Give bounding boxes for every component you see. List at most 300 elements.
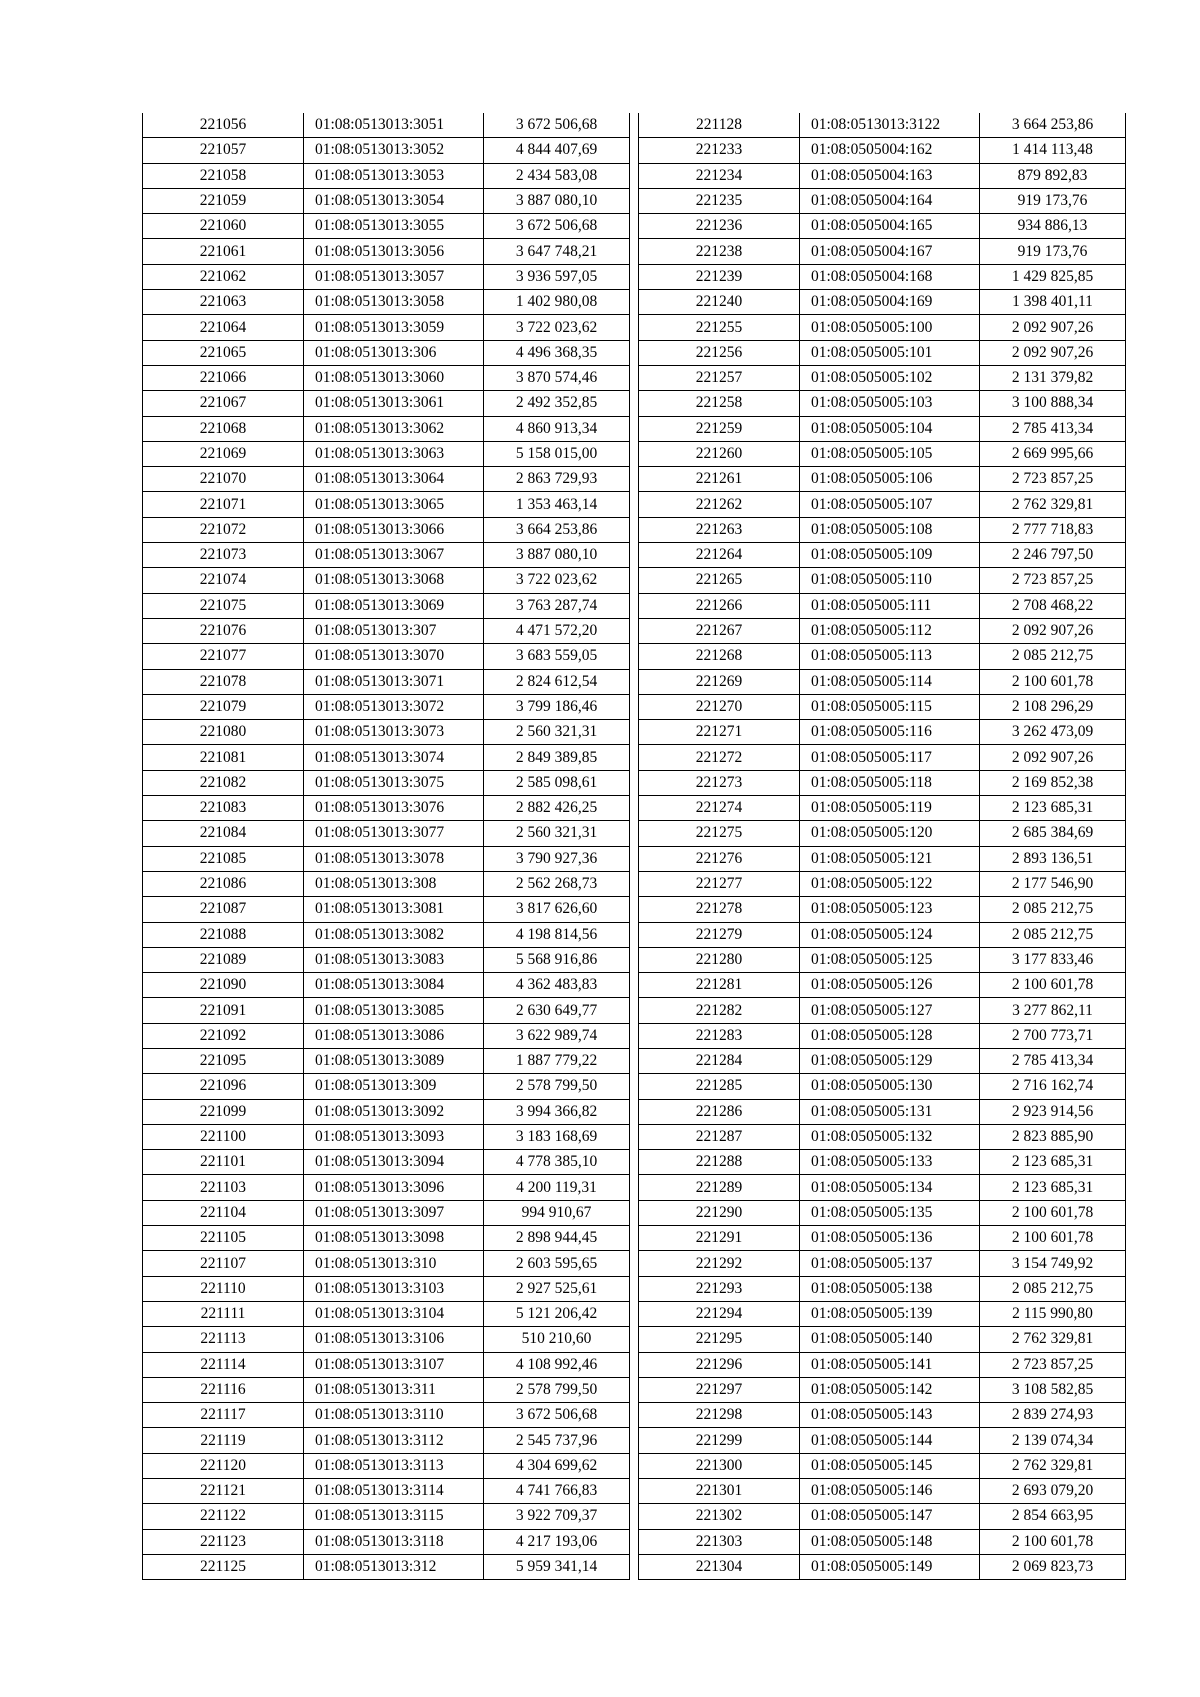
row-number-cell: 221298 [639,1403,800,1428]
cadastral-number-cell: 01:08:0505004:163 [800,163,980,188]
row-number-cell: 221295 [639,1327,800,1352]
cadastral-value-cell: 3 100 888,34 [980,391,1126,416]
cadastral-number-cell: 01:08:0513013:3089 [304,1048,484,1073]
cadastral-value-cell: 2 685 384,69 [980,821,1126,846]
cadastral-value-cell: 2 785 413,34 [980,1048,1126,1073]
row-number-cell: 221081 [143,745,304,770]
cadastral-number-cell: 01:08:0513013:3096 [304,1175,484,1200]
cadastral-value-cell: 3 672 506,68 [484,113,630,138]
row-number-cell: 221300 [639,1453,800,1478]
row-number-cell: 221262 [639,492,800,517]
row-number-cell: 221064 [143,315,304,340]
cadastral-number-cell: 01:08:0505005:139 [800,1301,980,1326]
cadastral-number-cell: 01:08:0505005:146 [800,1479,980,1504]
table-row [143,568,630,593]
cadastral-number-cell: 01:08:0513013:3092 [304,1099,484,1124]
table-row [143,1099,630,1124]
cadastral-number-cell: 01:08:0505005:142 [800,1377,980,1402]
cadastral-number-cell: 01:08:0505005:107 [800,492,980,517]
table-row [639,113,1126,138]
table-row [143,214,630,239]
cadastral-value-cell: 5 959 341,14 [484,1554,630,1579]
cadastral-value-cell: 2 100 601,78 [980,669,1126,694]
table-row [143,543,630,568]
table-row [639,315,1126,340]
table-row [639,1048,1126,1073]
cadastral-value-cell: 3 722 023,62 [484,568,630,593]
cadastral-value-cell: 2 085 212,75 [980,1276,1126,1301]
row-number-cell: 221276 [639,846,800,871]
cadastral-number-cell: 01:08:0505005:103 [800,391,980,416]
row-number-cell: 221096 [143,1074,304,1099]
cadastral-value-cell: 2 092 907,26 [980,618,1126,643]
table-row [639,543,1126,568]
cadastral-number-cell: 01:08:0513013:3114 [304,1479,484,1504]
row-number-cell: 221292 [639,1251,800,1276]
row-number-cell: 221286 [639,1099,800,1124]
row-number-cell: 221107 [143,1251,304,1276]
cadastral-number-cell: 01:08:0505005:147 [800,1504,980,1529]
cadastral-number-cell: 01:08:0505005:106 [800,467,980,492]
cadastral-number-cell: 01:08:0505005:133 [800,1150,980,1175]
cadastral-value-table-left [142,113,630,1580]
cadastral-value-cell: 3 672 506,68 [484,1403,630,1428]
row-number-cell: 221290 [639,1200,800,1225]
cadastral-value-cell: 1 414 113,48 [980,138,1126,163]
cadastral-value-cell: 3 154 749,92 [980,1251,1126,1276]
cadastral-value-cell: 4 362 483,83 [484,973,630,998]
cadastral-value-cell: 2 824 612,54 [484,669,630,694]
cadastral-value-cell: 2 863 729,93 [484,467,630,492]
row-number-cell: 221062 [143,264,304,289]
cadastral-value-cell: 4 108 992,46 [484,1352,630,1377]
cadastral-number-cell: 01:08:0513013:3077 [304,821,484,846]
cadastral-number-cell: 01:08:0513013:308 [304,871,484,896]
table-row [143,1428,630,1453]
cadastral-number-cell: 01:08:0513013:311 [304,1377,484,1402]
cadastral-value-cell: 3 672 506,68 [484,214,630,239]
row-number-cell: 221114 [143,1352,304,1377]
row-number-cell: 221288 [639,1150,800,1175]
table-row [143,138,630,163]
table-row [143,517,630,542]
cadastral-number-cell: 01:08:0505005:118 [800,770,980,795]
table-row [143,1226,630,1251]
row-number-cell: 221297 [639,1377,800,1402]
cadastral-number-cell: 01:08:0505005:127 [800,998,980,1023]
table-row [143,973,630,998]
table-row [639,1276,1126,1301]
table-row [143,264,630,289]
row-number-cell: 221261 [639,467,800,492]
cadastral-number-cell: 01:08:0505004:165 [800,214,980,239]
cadastral-value-cell: 3 790 927,36 [484,846,630,871]
cadastral-value-cell: 3 887 080,10 [484,188,630,213]
cadastral-value-cell: 3 664 253,86 [980,113,1126,138]
table-row [639,1150,1126,1175]
table-row [639,365,1126,390]
table-row [639,290,1126,315]
row-number-cell: 221057 [143,138,304,163]
row-number-cell: 221078 [143,669,304,694]
table-row [143,1554,630,1579]
table-row [143,1276,630,1301]
table-row [639,1403,1126,1428]
table-row [143,871,630,896]
cadastral-number-cell: 01:08:0505005:132 [800,1124,980,1149]
cadastral-number-cell: 01:08:0505004:162 [800,138,980,163]
cadastral-number-cell: 01:08:0513013:306 [304,340,484,365]
cadastral-number-cell: 01:08:0513013:3051 [304,113,484,138]
table-row [143,694,630,719]
cadastral-value-cell: 2 246 797,50 [980,543,1126,568]
table-row [639,264,1126,289]
cadastral-number-cell: 01:08:0513013:307 [304,618,484,643]
cadastral-number-cell: 01:08:0513013:3115 [304,1504,484,1529]
cadastral-value-cell: 3 887 080,10 [484,543,630,568]
cadastral-value-cell: 3 722 023,62 [484,315,630,340]
cadastral-number-cell: 01:08:0505005:145 [800,1453,980,1478]
cadastral-value-cell: 4 217 193,06 [484,1529,630,1554]
row-number-cell: 221279 [639,922,800,947]
cadastral-number-cell: 01:08:0513013:3058 [304,290,484,315]
row-number-cell: 221239 [639,264,800,289]
cadastral-value-cell: 3 108 582,85 [980,1377,1126,1402]
cadastral-number-cell: 01:08:0505005:119 [800,796,980,821]
row-number-cell: 221269 [639,669,800,694]
cadastral-value-cell: 2 785 413,34 [980,416,1126,441]
table-row [639,897,1126,922]
cadastral-value-cell: 2 131 379,82 [980,365,1126,390]
row-number-cell: 221111 [143,1301,304,1326]
cadastral-value-cell: 4 844 407,69 [484,138,630,163]
table-row [143,1403,630,1428]
cadastral-value-cell: 3 936 597,05 [484,264,630,289]
table-row [639,947,1126,972]
cadastral-value-cell: 4 860 913,34 [484,416,630,441]
table-row [639,1251,1126,1276]
row-number-cell: 221263 [639,517,800,542]
table-row [639,770,1126,795]
cadastral-number-cell: 01:08:0505005:131 [800,1099,980,1124]
cadastral-number-cell: 01:08:0513013:3118 [304,1529,484,1554]
cadastral-number-cell: 01:08:0505005:117 [800,745,980,770]
cadastral-value-cell: 2 762 329,81 [980,492,1126,517]
cadastral-value-cell: 2 092 907,26 [980,340,1126,365]
table-row [639,1327,1126,1352]
row-number-cell: 221268 [639,644,800,669]
cadastral-value-cell: 2 893 136,51 [980,846,1126,871]
cadastral-number-cell: 01:08:0505005:134 [800,1175,980,1200]
table-row [143,1301,630,1326]
cadastral-number-cell: 01:08:0513013:3069 [304,593,484,618]
row-number-cell: 221099 [143,1099,304,1124]
cadastral-value-cell: 3 647 748,21 [484,239,630,264]
cadastral-number-cell: 01:08:0505005:123 [800,897,980,922]
cadastral-number-cell: 01:08:0505005:102 [800,365,980,390]
table-row [143,239,630,264]
row-number-cell: 221265 [639,568,800,593]
cadastral-value-cell: 2 123 685,31 [980,796,1126,821]
row-number-cell: 221275 [639,821,800,846]
row-number-cell: 221105 [143,1226,304,1251]
cadastral-value-cell: 2 723 857,25 [980,568,1126,593]
row-number-cell: 221079 [143,694,304,719]
cadastral-number-cell: 01:08:0513013:3110 [304,1403,484,1428]
row-number-cell: 221270 [639,694,800,719]
row-number-cell: 221274 [639,796,800,821]
table-row [143,492,630,517]
cadastral-number-cell: 01:08:0505005:105 [800,441,980,466]
cadastral-value-cell: 2 492 352,85 [484,391,630,416]
row-number-cell: 221287 [639,1124,800,1149]
table-row [639,163,1126,188]
cadastral-number-cell: 01:08:0505005:148 [800,1529,980,1554]
cadastral-value-cell: 2 777 718,83 [980,517,1126,542]
cadastral-number-cell: 01:08:0513013:3074 [304,745,484,770]
cadastral-value-cell: 3 763 287,74 [484,593,630,618]
table-row [639,492,1126,517]
table-row [143,416,630,441]
row-number-cell: 221122 [143,1504,304,1529]
table-row [143,669,630,694]
row-number-cell: 221082 [143,770,304,795]
cadastral-number-cell: 01:08:0505005:126 [800,973,980,998]
table-row [143,315,630,340]
cadastral-number-cell: 01:08:0505005:137 [800,1251,980,1276]
cadastral-number-cell: 01:08:0513013:3065 [304,492,484,517]
cadastral-value-cell: 2 927 525,61 [484,1276,630,1301]
table-row [143,391,630,416]
cadastral-number-cell: 01:08:0513013:3059 [304,315,484,340]
cadastral-value-cell: 2 723 857,25 [980,467,1126,492]
row-number-cell: 221058 [143,163,304,188]
cadastral-number-cell: 01:08:0505005:138 [800,1276,980,1301]
cadastral-number-cell: 01:08:0505005:135 [800,1200,980,1225]
cadastral-number-cell: 01:08:0513013:3053 [304,163,484,188]
cadastral-number-cell: 01:08:0513013:3055 [304,214,484,239]
cadastral-number-cell: 01:08:0505005:144 [800,1428,980,1453]
cadastral-number-cell: 01:08:0505005:100 [800,315,980,340]
table-row [143,467,630,492]
cadastral-number-cell: 01:08:0505004:167 [800,239,980,264]
row-number-cell: 221267 [639,618,800,643]
row-number-cell: 221072 [143,517,304,542]
cadastral-number-cell: 01:08:0513013:3061 [304,391,484,416]
row-number-cell: 221076 [143,618,304,643]
table-row [143,1453,630,1478]
cadastral-value-cell: 3 922 709,37 [484,1504,630,1529]
cadastral-value-cell: 5 568 916,86 [484,947,630,972]
row-number-cell: 221294 [639,1301,800,1326]
row-number-cell: 221272 [639,745,800,770]
cadastral-value-cell: 4 304 699,62 [484,1453,630,1478]
cadastral-number-cell: 01:08:0513013:3107 [304,1352,484,1377]
row-number-cell: 221069 [143,441,304,466]
cadastral-number-cell: 01:08:0513013:3098 [304,1226,484,1251]
cadastral-value-cell: 994 910,67 [484,1200,630,1225]
table-row [639,669,1126,694]
table-row [639,1377,1126,1402]
row-number-cell: 221067 [143,391,304,416]
cadastral-value-cell: 2 069 823,73 [980,1554,1126,1579]
cadastral-number-cell: 01:08:0513013:3113 [304,1453,484,1478]
cadastral-value-cell: 3 622 989,74 [484,1023,630,1048]
row-number-cell: 221074 [143,568,304,593]
cadastral-number-cell: 01:08:0513013:3064 [304,467,484,492]
cadastral-value-cell: 2 123 685,31 [980,1175,1126,1200]
table-row [639,644,1126,669]
cadastral-value-cell: 2 849 389,85 [484,745,630,770]
cadastral-number-cell: 01:08:0505005:125 [800,947,980,972]
table-row [639,188,1126,213]
row-number-cell: 221117 [143,1403,304,1428]
cadastral-value-cell: 2 578 799,50 [484,1377,630,1402]
cadastral-value-cell: 2 700 773,71 [980,1023,1126,1048]
cadastral-number-cell: 01:08:0513013:3063 [304,441,484,466]
cadastral-number-cell: 01:08:0513013:312 [304,1554,484,1579]
cadastral-number-cell: 01:08:0505005:116 [800,720,980,745]
cadastral-value-cell: 1 887 779,22 [484,1048,630,1073]
table-row [639,1529,1126,1554]
row-number-cell: 221255 [639,315,800,340]
cadastral-value-cell: 1 353 463,14 [484,492,630,517]
row-number-cell: 221119 [143,1428,304,1453]
cadastral-value-cell: 2 716 162,74 [980,1074,1126,1099]
table-row [143,1074,630,1099]
cadastral-value-cell: 2 085 212,75 [980,922,1126,947]
row-number-cell: 221087 [143,897,304,922]
row-number-cell: 221283 [639,1023,800,1048]
cadastral-value-cell: 1 429 825,85 [980,264,1126,289]
cadastral-number-cell: 01:08:0505005:111 [800,593,980,618]
table-row [639,922,1126,947]
row-number-cell: 221256 [639,340,800,365]
row-number-cell: 221075 [143,593,304,618]
cadastral-value-cell: 4 741 766,83 [484,1479,630,1504]
cadastral-value-cell: 3 683 559,05 [484,644,630,669]
table-row [639,441,1126,466]
cadastral-value-cell: 2 092 907,26 [980,745,1126,770]
row-number-cell: 221128 [639,113,800,138]
cadastral-value-cell: 2 762 329,81 [980,1327,1126,1352]
cadastral-value-cell: 2 562 268,73 [484,871,630,896]
cadastral-number-cell: 01:08:0513013:3057 [304,264,484,289]
cadastral-value-cell: 2 108 296,29 [980,694,1126,719]
row-number-cell: 221273 [639,770,800,795]
table-row [639,1479,1126,1504]
table-row [639,1226,1126,1251]
table-row [143,1200,630,1225]
cadastral-number-cell: 01:08:0513013:3052 [304,138,484,163]
table-row [143,1251,630,1276]
cadastral-number-cell: 01:08:0505005:108 [800,517,980,542]
cadastral-value-cell: 2 823 885,90 [980,1124,1126,1149]
cadastral-value-cell: 3 177 833,46 [980,947,1126,972]
cadastral-number-cell: 01:08:0505005:124 [800,922,980,947]
table-row [639,796,1126,821]
cadastral-value-cell: 3 664 253,86 [484,517,630,542]
row-number-cell: 221123 [143,1529,304,1554]
table-row [143,618,630,643]
row-number-cell: 221070 [143,467,304,492]
cadastral-value-cell: 1 398 401,11 [980,290,1126,315]
cadastral-value-cell: 2 434 583,08 [484,163,630,188]
row-number-cell: 221293 [639,1276,800,1301]
cadastral-number-cell: 01:08:0513013:3094 [304,1150,484,1175]
cadastral-value-cell: 2 100 601,78 [980,1200,1126,1225]
cadastral-number-cell: 01:08:0513013:310 [304,1251,484,1276]
row-number-cell: 221277 [639,871,800,896]
cadastral-number-cell: 01:08:0505004:169 [800,290,980,315]
table-row [143,770,630,795]
table-row [143,1529,630,1554]
cadastral-number-cell: 01:08:0505005:149 [800,1554,980,1579]
table-row [143,998,630,1023]
cadastral-value-cell: 2 898 944,45 [484,1226,630,1251]
cadastral-value-cell: 2 585 098,61 [484,770,630,795]
row-number-cell: 221266 [639,593,800,618]
cadastral-number-cell: 01:08:0513013:3066 [304,517,484,542]
cadastral-number-cell: 01:08:0513013:3075 [304,770,484,795]
cadastral-number-cell: 01:08:0505005:128 [800,1023,980,1048]
table-row [143,1175,630,1200]
row-number-cell: 221259 [639,416,800,441]
cadastral-number-cell: 01:08:0505005:140 [800,1327,980,1352]
table-row [143,846,630,871]
row-number-cell: 221083 [143,796,304,821]
row-number-cell: 221238 [639,239,800,264]
table-row [639,871,1126,896]
table-row [639,720,1126,745]
row-number-cell: 221110 [143,1276,304,1301]
row-number-cell: 221271 [639,720,800,745]
cadastral-number-cell: 01:08:0513013:3104 [304,1301,484,1326]
row-number-cell: 221291 [639,1226,800,1251]
row-number-cell: 221090 [143,973,304,998]
cadastral-number-cell: 01:08:0513013:3112 [304,1428,484,1453]
table-row [143,441,630,466]
row-number-cell: 221092 [143,1023,304,1048]
table-row [143,1150,630,1175]
row-number-cell: 221088 [143,922,304,947]
table-row [639,1453,1126,1478]
table-row [143,644,630,669]
cadastral-value-cell: 4 496 368,35 [484,340,630,365]
table-row [143,897,630,922]
row-number-cell: 221260 [639,441,800,466]
cadastral-value-cell: 3 994 366,82 [484,1099,630,1124]
table-row [639,1175,1126,1200]
cadastral-value-cell: 4 471 572,20 [484,618,630,643]
row-number-cell: 221234 [639,163,800,188]
row-number-cell: 221084 [143,821,304,846]
cadastral-number-cell: 01:08:0505004:164 [800,188,980,213]
row-number-cell: 221302 [639,1504,800,1529]
cadastral-value-cell: 2 545 737,96 [484,1428,630,1453]
cadastral-number-cell: 01:08:0513013:3106 [304,1327,484,1352]
row-number-cell: 221100 [143,1124,304,1149]
row-number-cell: 221121 [143,1479,304,1504]
table-row [639,998,1126,1023]
row-number-cell: 221060 [143,214,304,239]
cadastral-value-cell: 2 854 663,95 [980,1504,1126,1529]
cadastral-number-cell: 01:08:0505005:113 [800,644,980,669]
cadastral-number-cell: 01:08:0513013:3067 [304,543,484,568]
row-number-cell: 221235 [639,188,800,213]
cadastral-value-cell: 3 183 168,69 [484,1124,630,1149]
table-row [639,138,1126,163]
